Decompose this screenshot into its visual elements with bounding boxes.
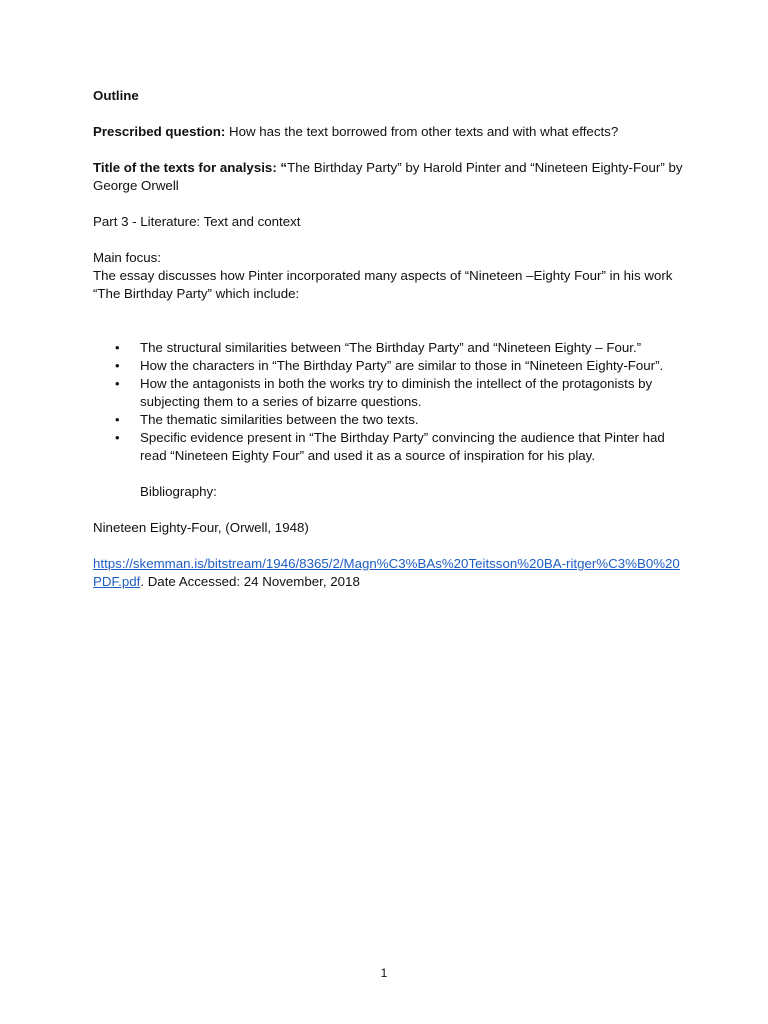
list-item: • The structural similarities between “The Birthday Party” and “Nineteen Eighty – Four.” (93, 339, 683, 357)
texts-title-text: The Birthday Party” by Harold Pinter and “Nineteen Eighty-Four” by George Orwell (93, 160, 683, 193)
page-number: 1 (380, 966, 388, 980)
texts-title (93, 159, 683, 195)
prescribed-question-text: How has the text borrowed from other texts and with what effects? (225, 124, 619, 139)
texts-title-label: Title of the texts for analysis: “ (93, 160, 288, 175)
main-focus (93, 249, 683, 303)
main-focus-text: The essay discusses how Pinter incorporated many aspects of “Nineteen –Eighty Four” in his work “The Birthday Party” which include: (93, 268, 673, 301)
list-item: • How the antagonists in both the works try to diminish the intellect of the protagonists by subjecting them to a series of bizarre questions. (93, 375, 683, 411)
outline-heading: Outline (93, 88, 139, 103)
list-item: • Specific evidence present in “The Birthday Party” convincing the audience that Pinter had read “Nineteen Eighty Four” and used it as a source of inspiration for his play. (93, 429, 683, 465)
prescribed-question (93, 123, 683, 141)
list-item: • How the characters in “The Birthday Party” are similar to those in “Nineteen Eighty-Four”. (93, 357, 683, 375)
document-body (93, 87, 683, 609)
part-line: Part 3 - Literature: Text and context (93, 214, 301, 229)
date-accessed: . Date Accessed: 24 November, 2018 (140, 574, 360, 589)
reference-link[interactable]: https://skemman.is/bitstream/1946/8365/2/Magn%C3%BAs%20Teitsson%20BA-ritger%C3%B0%20PDF.pdf (93, 556, 680, 589)
focus-points-list (93, 339, 683, 465)
list-item: • The thematic similarities between the two texts. (93, 411, 683, 429)
reference-orwell: Nineteen Eighty-Four, (Orwell, 1948) (93, 520, 309, 535)
main-focus-label: Main focus: (93, 250, 161, 265)
bibliography-heading: Bibliography: (140, 484, 217, 499)
prescribed-question-label: Prescribed question: (93, 124, 226, 139)
reference-link-line (93, 555, 683, 591)
